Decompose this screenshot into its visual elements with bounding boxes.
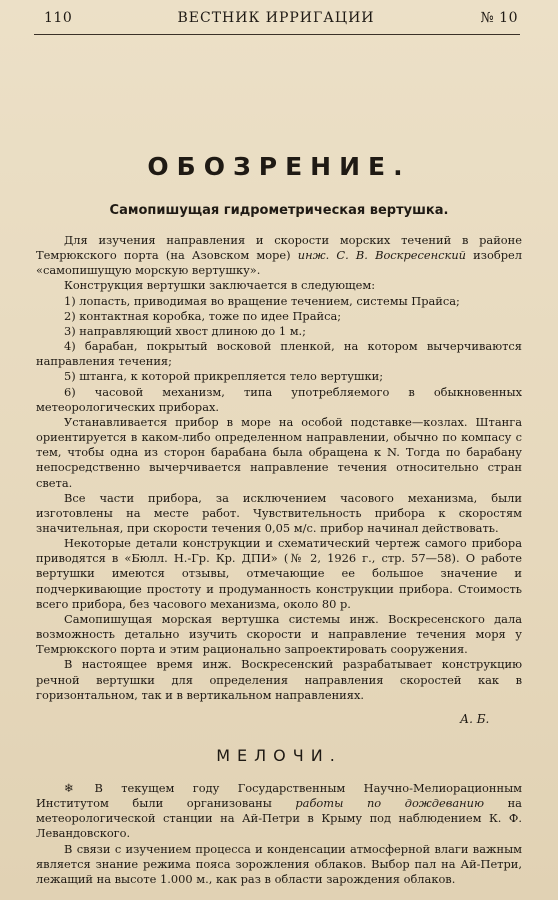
article-paragraph: Конструкция вертушки заключается в следующем: xyxy=(64,278,376,293)
article-paragraph: Некоторые детали конструкции и схематический чертеж самого прибора приводятся в «Бюлл. Н.-Гр. Кр. ДПИ» (№ 2, 1926 г., стр. 57—58). О работе вертушки имеются отзывы, отмечающие ее большое значение и подчеркивающие простоту и продуманность конструкции прибора. Стоимость всего прибора, без часового механизма, около 80 р. xyxy=(36,536,522,611)
article-title: Самопишущая гидрометрическая вертушка. xyxy=(109,203,449,218)
list-item: 1) лопасть, приводимая во вращение течением, системы Прайса; xyxy=(64,293,460,308)
article-body xyxy=(36,233,522,703)
emphasis-text: работы по дождеванию xyxy=(295,796,484,811)
list-item: 2) контактная коробка, тоже по идее Прайса; xyxy=(64,308,342,323)
list-item: 4) барабан, покрытый восковой пленкой, на котором вычерчиваются направления течения; xyxy=(36,339,522,369)
issue-number: № 10 xyxy=(480,10,518,26)
list-item: 5) штанга, к которой прикрепляется тело вертушки; xyxy=(64,369,384,384)
article-paragraph: Самопишущая морская вертушка системы инж. Воскресенского дала возможность детально изучить скорости и направление течения моря у Темрюкского порта и этим рационально запроектировать сооружения. xyxy=(36,611,522,657)
melochi-paragraph: ❄ В текущем году Государственным Научно-Мелиорационным Институтом были организованы работы по дождеванию на метеорологической станции на Ай-Петри в Крыму под наблюдением К. Ф. Левандовского. xyxy=(36,781,522,841)
author-signature: А. Б. xyxy=(460,712,490,726)
journal-title: ВЕСТНИК ИРРИГАЦИИ xyxy=(177,10,375,26)
article-paragraph: В настоящее время инж. Воскресенский разрабатывает конструкцию речной вертушки для определения направления скоростей как в горизонтальном, так и в вертикальном направлениях. xyxy=(36,657,522,702)
author-name: инж. С. В. Воскресенский xyxy=(297,248,466,263)
page-number: 110 xyxy=(44,10,73,26)
list-item: 3) направляющий хвост длиною до 1 м.; xyxy=(64,323,307,338)
melochi-paragraph: В связи с изучением процесса и конденсации атмосферной влаги важным является знание режима пояса зорожления облаков. Выбор пал на Ай-Петри, лежащий на высоте 1.000 м., как раз в области зарождения облаков. xyxy=(36,841,522,886)
melochi-body xyxy=(36,781,522,887)
article-paragraph: Для изучения направления и скорости морских течений в районе Темрюкского порта (на Азовском море) инж. С. В. Воскресенский изобрел «самопишущую морскую вертушку». xyxy=(36,233,522,278)
section-title-melochi: МЕЛОЧИ. xyxy=(216,746,342,765)
page-header xyxy=(34,10,518,32)
snowflake-icon: ❄ xyxy=(64,781,74,795)
section-title: ОБОЗРЕНИЕ. xyxy=(147,152,411,181)
article-paragraph: Все части прибора, за исключением часового механизма, были изготовлены на месте работ. Чувствительность прибора к скоростям значительная, при скорости течения 0,05 м/с. прибор начинал действовать. xyxy=(36,490,522,535)
list-item: 6) часовой механизм, типа употребляемого в обыкновенных метеорологических приборах. xyxy=(36,384,522,414)
article-paragraph: Устанавливается прибор в море на особой подставке—козлах. Штанга ориентируется в каком-либо определенном направлении, обычно по компасу с тем, чтобы одна из сторон барабана была обращена к N. Тогда по барабану непосредственно вычерчивается направление течения относительно стран света. xyxy=(36,414,522,490)
header-rule xyxy=(34,34,520,35)
